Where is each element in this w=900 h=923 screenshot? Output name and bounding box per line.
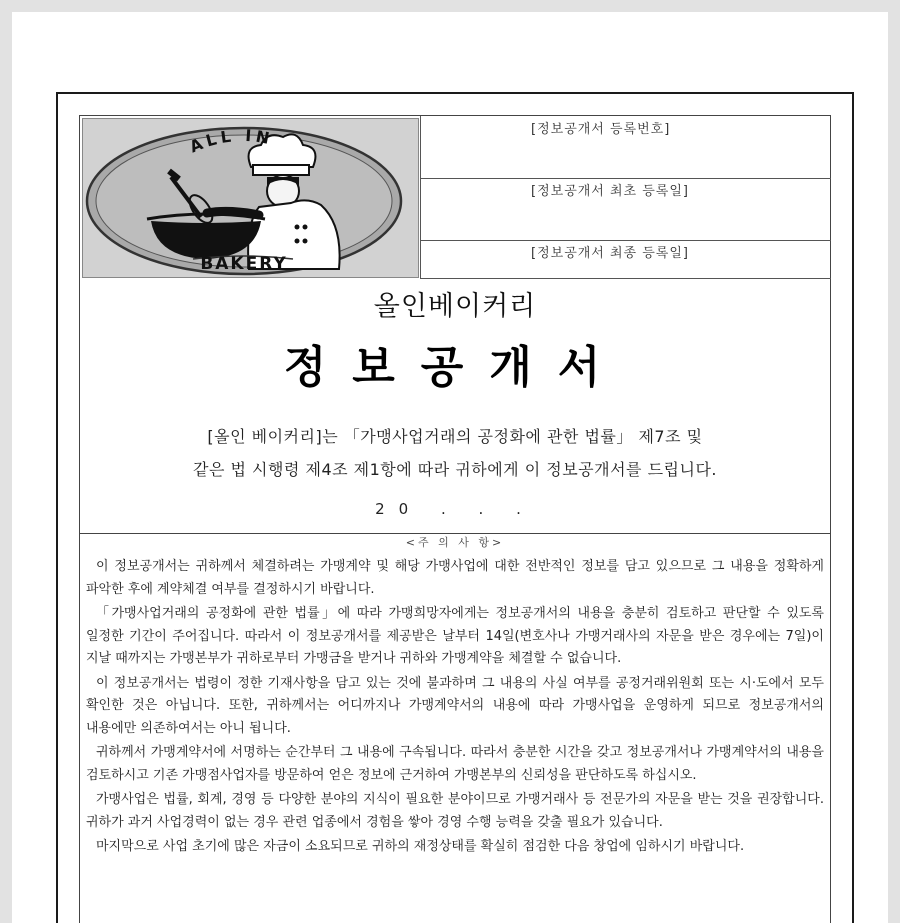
logo-text-bottom: BAKERY: [200, 254, 288, 274]
bakery-logo: [82, 118, 419, 278]
notice-heading: <주 의 사 항>: [405, 536, 505, 549]
chef-logo-graphic: [83, 119, 418, 277]
document-frame: [56, 92, 854, 923]
document-title: 정보공개서: [283, 342, 627, 393]
notice-paragraph: 귀하께서 가맹계약서에 서명하는 순간부터 그 내용에 구속됩니다. 따라서 충분한 시간을 갖고 정보공개서나 가맹계약서의 내용을 검토하시고 기존 가맹점사업자를 방문하여 얻은 정보에 근거하여 가맹본부의 신뢰성을 판단하도록 하십시오.: [86, 745, 824, 783]
notice-paragraph: 이 정보공개서는 법령이 정한 기재사항을 담고 있는 것에 불과하며 그 내용의 사실 여부를 공정거래위원회 또는 시·도에서 모두 확인한 것은 아닙니다. 또한, 귀하께서는 어디까지나 가맹계약서의 내용에 따라 가맹사업을 운영하게 되므로 정보공개서의 내용에만 의존하여서는 아니 됩니다.: [86, 675, 824, 736]
notice-paragraph: 「가맹사업거래의 공정화에 관한 법률」에 따라 가맹희망자에게는 정보공개서의 내용을 충분히 검토하고 판단할 수 있도록 일정한 기간이 주어집니다. 따라서 이 정보공개서를 제공받은 날부터 14일(변호사나 가맹거래사의 자문을 받은 경우에는 7일)이 지날 때까지는 가맹본부가 귀하로부터 가맹금을 받거나 귀하와 가맹계약을 체결할 수 없습니다.: [86, 606, 824, 666]
notice-paragraph: 마지막으로 사업 초기에 많은 자금이 소요되므로 귀하의 재정상태를 확실히 점검한 다음 창업에 임하시기 바랍니다.: [96, 839, 745, 854]
notice-paragraph: 가맹사업은 법률, 회계, 경영 등 다양한 분야의 지식이 필요한 분야이므로 가맹거래사 등 전문가의 자문을 받는 것을 권장합니다. 귀하가 과거 사업경력이 없는 경우 관련 업종에서 경험을 쌓아 경영 수행 능력을 갖출 필요가 있습니다.: [86, 792, 824, 830]
page-sheet: [12, 12, 888, 923]
first-registration-date-cell: [420, 178, 831, 241]
document-body: [79, 115, 831, 923]
logo-text-top: ALL IN: [186, 125, 275, 157]
intro-text: [80, 420, 830, 486]
registration-number-cell: [420, 116, 831, 179]
brand-name: 올인베이커리: [373, 291, 537, 322]
first-registration-date-label: [정보공개서 최초 등록일]: [531, 184, 689, 199]
registration-number-label: [정보공개서 등록번호]: [531, 122, 671, 137]
date-line: 20 . . .: [375, 500, 535, 518]
last-registration-date-label: [정보공개서 최종 등록일]: [531, 246, 689, 261]
notice-paragraph: 이 정보공개서는 귀하께서 체결하려는 가맹계약 및 해당 가맹사업에 대한 전반적인 정보를 담고 있으므로 그 내용을 정확하게 파악한 후에 계약체결 여부를 결정하시기 바랍니다.: [86, 559, 824, 597]
intro-line-1: [올인 베이커리]는 「가맹사업거래의 공정화에 관한 법률」 제7조 및: [207, 427, 703, 446]
notice-section: [86, 556, 824, 861]
last-registration-date-cell: [420, 240, 831, 279]
intro-line-2: 같은 법 시행령 제4조 제1항에 따라 귀하에게 이 정보공개서를 드립니다.: [193, 460, 717, 479]
